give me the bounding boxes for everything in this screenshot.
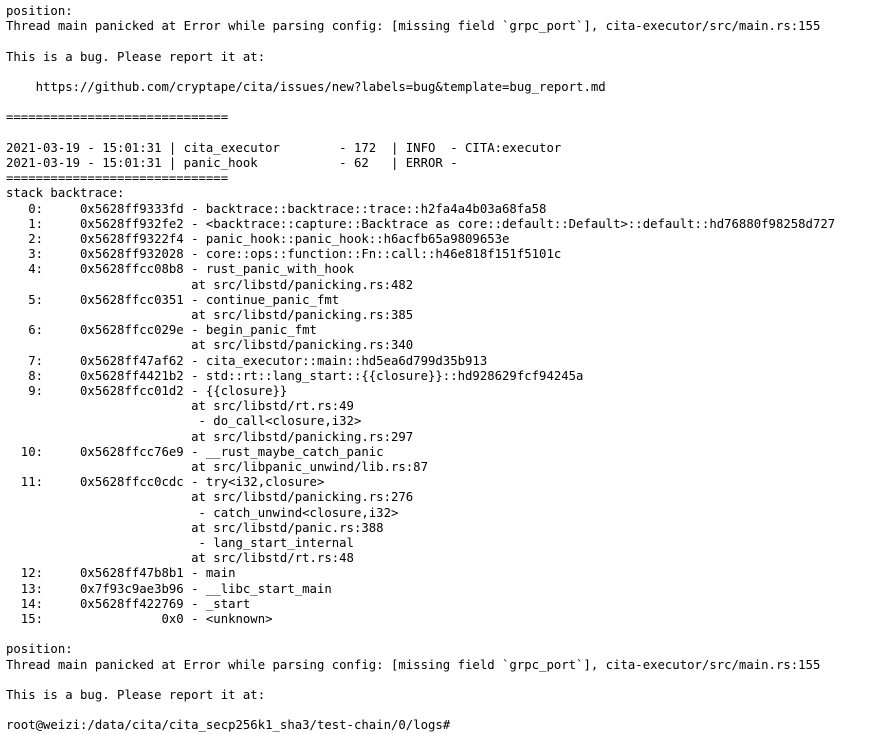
terminal-line — [6, 627, 877, 642]
terminal-line: at src/libstd/panic.rs:388 — [6, 520, 384, 535]
terminal-line: at src/libstd/panicking.rs:482 — [6, 277, 414, 292]
terminal-line: at src/libstd/rt.rs:49 — [6, 399, 354, 414]
terminal-line: Thread main panicked at Error while parsing config: [missing field `grpc_port`], cita-executor/src/main.rs:155 — [6, 657, 821, 672]
terminal-line: This is a bug. Please report it at: — [6, 688, 266, 703]
terminal-line: 14: 0x5628ff422769 - _start — [6, 596, 251, 611]
terminal-line: at src/libstd/panicking.rs:340 — [6, 338, 414, 353]
terminal-line: 4: 0x5628ffcc08b8 - rust_panic_with_hook — [6, 262, 354, 277]
terminal-line: Thread main panicked at Error while parsing config: [missing field `grpc_port`], cita-executor/src/main.rs:155 — [6, 19, 821, 34]
terminal-line: 15: 0x0 - <unknown> — [6, 612, 273, 627]
terminal-line: 7: 0x5628ff47af62 - cita_executor::main::hd5ea6d799d35b913 — [6, 353, 488, 368]
terminal-line — [6, 95, 877, 110]
terminal-line: 0: 0x5628ff9333fd - backtrace::backtrace::trace::h2fa4a4b03a68fa58 — [6, 201, 547, 216]
terminal-line: stack backtrace: — [6, 186, 125, 201]
terminal-line: position: — [6, 4, 73, 18]
terminal-line: at src/libstd/rt.rs:48 — [6, 551, 354, 566]
terminal-line: 13: 0x7f93c9ae3b96 - __libc_start_main — [6, 581, 332, 596]
terminal-line: 10: 0x5628ffcc76e9 - __rust_maybe_catch_panic — [6, 444, 384, 459]
terminal-line: position: — [6, 642, 73, 657]
terminal-line: 9: 0x5628ffcc01d2 - {{closure}} — [6, 384, 288, 399]
terminal-line: - do_call<closure,i32> — [6, 414, 362, 429]
terminal-line: 5: 0x5628ffcc0351 - continue_panic_fmt — [6, 292, 340, 307]
terminal-line: 6: 0x5628ffcc029e - begin_panic_fmt — [6, 323, 317, 338]
terminal-line: at src/libstd/panicking.rs:297 — [6, 429, 414, 444]
terminal-line: at src/libpanic_unwind/lib.rs:87 — [6, 460, 428, 475]
terminal-line: 2021-03-19 - 15:01:31 | panic_hook - 62 | ERROR - — [6, 155, 458, 170]
terminal-line: ============================== — [6, 171, 229, 186]
terminal-line: - catch_unwind<closure,i32> — [6, 505, 399, 520]
terminal-line: 2: 0x5628ff9322f4 - panic_hook::panic_hook::h6acfb65a9809653e — [6, 231, 510, 246]
terminal-line — [6, 65, 877, 80]
terminal-line: This is a bug. Please report it at: — [6, 49, 266, 64]
terminal-line: ============================== — [6, 110, 229, 125]
terminal-line: 8: 0x5628ff4421b2 - std::rt::lang_start::{{closure}}::hd928629fcf94245a — [6, 368, 584, 383]
terminal-line — [6, 34, 877, 49]
terminal-line: - lang_start_internal — [6, 536, 354, 551]
terminal-line: at src/libstd/panicking.rs:276 — [6, 490, 414, 505]
terminal-line: 2021-03-19 - 15:01:31 | cita_executor - 172 | INFO - CITA:executor — [6, 140, 562, 155]
terminal-line: 11: 0x5628ffcc0cdc - try<i32,closure> — [6, 475, 325, 490]
terminal-line: at src/libstd/panicking.rs:385 — [6, 308, 414, 322]
text-cursor — [450, 720, 457, 732]
terminal-line — [6, 126, 877, 141]
terminal-line: https://github.com/cryptape/cita/issues/new?labels=bug&template=bug_report.md — [6, 79, 606, 94]
terminal-line: 1: 0x5628ff932fe2 - <backtrace::capture::Backtrace as core::default::Default>::default::hd76880f98258d727 — [6, 216, 836, 231]
terminal-line — [6, 673, 877, 688]
terminal-line: 3: 0x5628ff932028 - core::ops::function::Fn::call::h46e818f151f5101c — [6, 247, 562, 262]
terminal-line — [6, 703, 877, 718]
terminal-prompt[interactable] — [6, 718, 877, 733]
terminal-line: 12: 0x5628ff47b8b1 - main — [6, 566, 236, 581]
prompt-text: root@weizi:/data/cita/cita_secp256k1_sha3/test-chain/0/logs# — [6, 718, 451, 733]
